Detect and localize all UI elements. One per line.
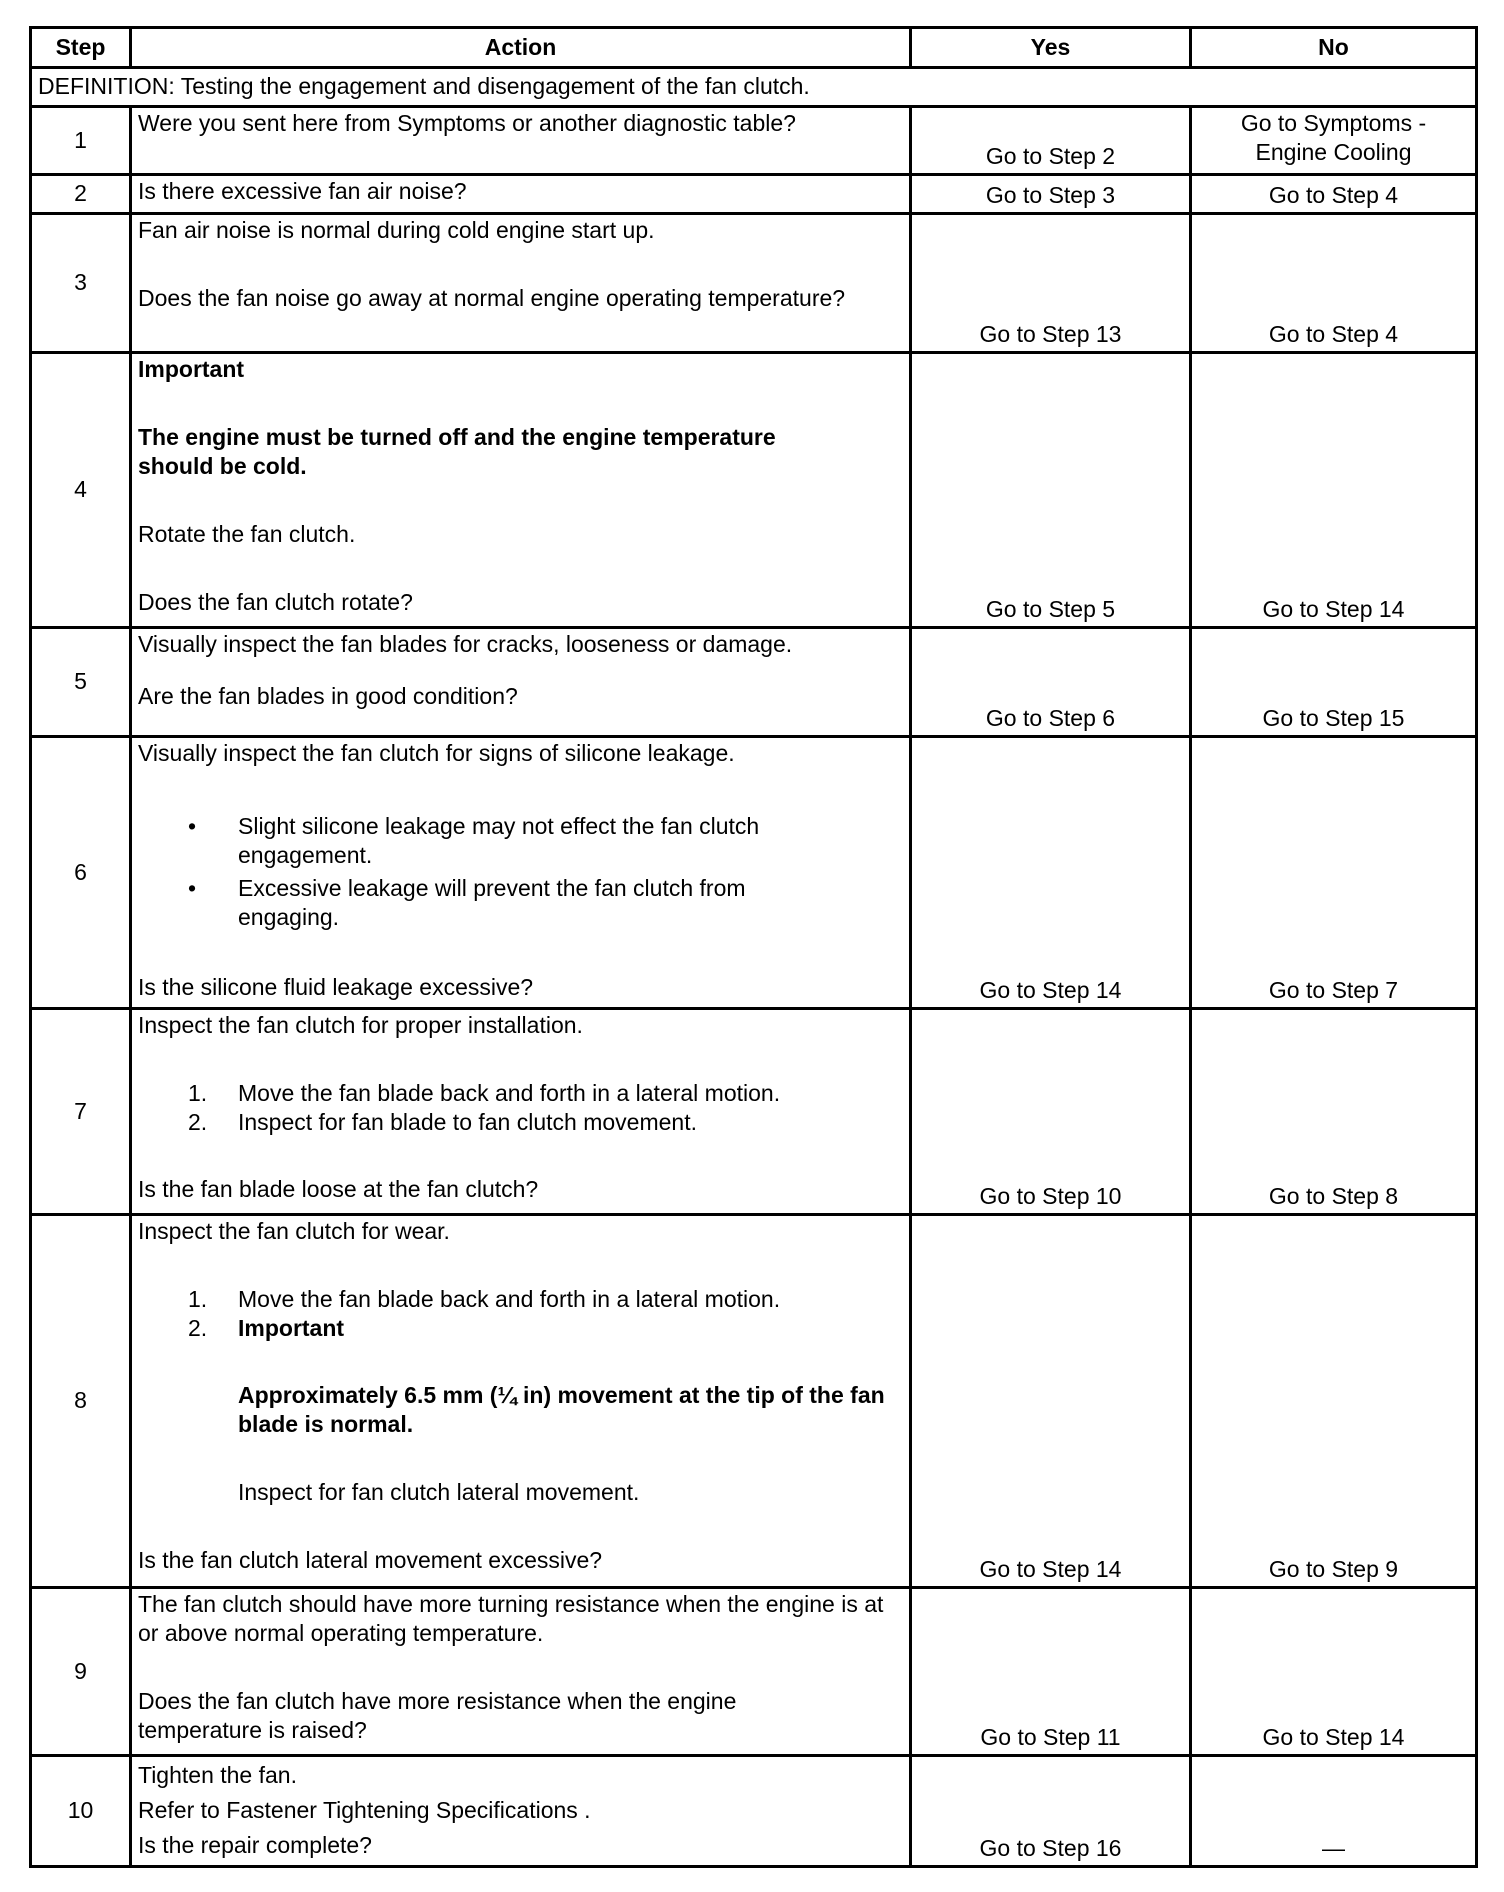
definition-row bbox=[31, 68, 1477, 107]
table-row bbox=[31, 628, 1477, 737]
no-cell: Go to Step 4 bbox=[1191, 214, 1477, 353]
action-cell bbox=[131, 1588, 911, 1756]
step-number: 6 bbox=[31, 737, 131, 1009]
step-number: 2 bbox=[31, 175, 131, 214]
action-question: Does the fan clutch rotate? bbox=[138, 589, 413, 615]
yes-cell: Go to Step 13 bbox=[911, 214, 1191, 353]
no-cell: Go to Step 14 bbox=[1191, 353, 1477, 628]
action-cell bbox=[131, 214, 911, 353]
no-text-line: Go to Symptoms - bbox=[1240, 110, 1427, 136]
sub-text: Inspect for fan clutch lateral movement. bbox=[238, 1479, 640, 1505]
action-text: Fan air noise is normal during cold engine start up. bbox=[138, 217, 655, 243]
action-text: Visually inspect the fan clutch for signs of silicone leakage. bbox=[138, 740, 735, 766]
table-row bbox=[31, 1215, 1477, 1588]
no-cell: Go to Step 14 bbox=[1191, 1588, 1477, 1756]
no-cell: Go to Step 15 bbox=[1191, 628, 1477, 737]
yes-cell: Go to Step 11 bbox=[911, 1588, 1191, 1756]
no-cell bbox=[1191, 107, 1477, 175]
no-cell: Go to Step 4 bbox=[1191, 175, 1477, 214]
yes-cell: Go to Step 5 bbox=[911, 353, 1191, 628]
step-number: 5 bbox=[31, 628, 131, 737]
table-row bbox=[31, 175, 1477, 214]
yes-cell: Go to Step 3 bbox=[911, 175, 1191, 214]
numbered-list bbox=[138, 1285, 903, 1343]
yes-cell: Go to Step 10 bbox=[911, 1009, 1191, 1215]
table-row bbox=[31, 737, 1477, 1009]
reference-text: Refer to Fastener Tightening Specifications . bbox=[138, 1797, 591, 1823]
step-number: 10 bbox=[31, 1756, 131, 1867]
diagnostic-table bbox=[29, 26, 1478, 1868]
important-label: Important bbox=[138, 356, 245, 382]
list-item: 2. Important bbox=[188, 1315, 345, 1341]
action-text: Were you sent here from Symptoms or another diagnostic table? bbox=[138, 110, 796, 136]
definition-text: DEFINITION: Testing the engagement and disengagement of the fan clutch. bbox=[31, 68, 1477, 107]
action-text: Inspect the fan clutch for wear. bbox=[138, 1218, 450, 1244]
no-cell: Go to Step 7 bbox=[1191, 737, 1477, 1009]
table-row bbox=[31, 1588, 1477, 1756]
action-question: Is the fan clutch lateral movement excessive? bbox=[138, 1547, 603, 1573]
action-cell bbox=[131, 175, 911, 214]
action-text: Visually inspect the fan blades for cracks, looseness or damage. bbox=[138, 631, 793, 657]
action-text: The fan clutch should have more turning resistance when the engine is at or above normal operating temperature. bbox=[138, 1591, 884, 1646]
action-question: Is the fan blade loose at the fan clutch? bbox=[138, 1176, 539, 1202]
action-cell bbox=[131, 1009, 911, 1215]
action-question: Is the silicone fluid leakage excessive? bbox=[138, 974, 534, 1000]
list-item: • Excessive leakage will prevent the fan clutch from engaging. bbox=[188, 875, 746, 930]
no-text-line: Engine Cooling bbox=[1255, 139, 1412, 165]
action-cell bbox=[131, 107, 911, 175]
step-number: 8 bbox=[31, 1215, 131, 1588]
step-number: 1 bbox=[31, 107, 131, 175]
table-row bbox=[31, 353, 1477, 628]
header-action: Action bbox=[131, 28, 911, 68]
action-question: Does the fan noise go away at normal engine operating temperature? bbox=[138, 285, 846, 311]
bullet-icon: • bbox=[188, 813, 197, 839]
action-cell bbox=[131, 628, 911, 737]
list-item: • Slight silicone leakage may not effect the fan clutch engagement. bbox=[188, 813, 760, 868]
action-text: Tighten the fan. bbox=[138, 1762, 297, 1788]
step-number: 9 bbox=[31, 1588, 131, 1756]
header-no: No bbox=[1191, 28, 1477, 68]
step-number: 7 bbox=[31, 1009, 131, 1215]
action-cell bbox=[131, 353, 911, 628]
bullet-icon: • bbox=[188, 875, 197, 901]
action-question: Is the repair complete? bbox=[138, 1832, 372, 1858]
step-number: 4 bbox=[31, 353, 131, 628]
no-cell: Go to Step 8 bbox=[1191, 1009, 1477, 1215]
action-question: Does the fan clutch have more resistance when the engine temperature is raised? bbox=[138, 1688, 737, 1743]
no-cell: Go to Step 9 bbox=[1191, 1215, 1477, 1588]
action-cell bbox=[131, 1756, 911, 1867]
action-cell bbox=[131, 737, 911, 1009]
table-row bbox=[31, 1009, 1477, 1215]
action-text: Is there excessive fan air noise? bbox=[138, 178, 467, 204]
step-number: 3 bbox=[31, 214, 131, 353]
list-item: 2. Inspect for fan blade to fan clutch movement. bbox=[188, 1109, 697, 1135]
yes-cell: Go to Step 2 bbox=[911, 107, 1191, 175]
table-row bbox=[31, 107, 1477, 175]
table-row bbox=[31, 214, 1477, 353]
action-text: Rotate the fan clutch. bbox=[138, 521, 356, 547]
list-item: 1. Move the fan blade back and forth in a lateral motion. bbox=[188, 1286, 781, 1312]
yes-cell: Go to Step 6 bbox=[911, 628, 1191, 737]
bullet-list bbox=[138, 812, 903, 932]
header-row bbox=[31, 28, 1477, 68]
table-row bbox=[31, 1756, 1477, 1867]
header-yes: Yes bbox=[911, 28, 1191, 68]
yes-cell: Go to Step 14 bbox=[911, 1215, 1191, 1588]
no-cell: — bbox=[1191, 1756, 1477, 1867]
action-question: Are the fan blades in good condition? bbox=[138, 683, 518, 709]
action-cell bbox=[131, 1215, 911, 1588]
header-step: Step bbox=[31, 28, 131, 68]
list-item: 1. Move the fan blade back and forth in a lateral motion. bbox=[188, 1080, 781, 1106]
important-text: The engine must be turned off and the engine temperature should be cold. bbox=[138, 424, 776, 479]
yes-cell: Go to Step 16 bbox=[911, 1756, 1191, 1867]
yes-cell: Go to Step 14 bbox=[911, 737, 1191, 1009]
important-text: Approximately 6.5 mm (¼ in) movement at the tip of the fan blade is normal. bbox=[238, 1382, 885, 1437]
numbered-list bbox=[138, 1079, 903, 1137]
action-text: Inspect the fan clutch for proper installation. bbox=[138, 1012, 583, 1038]
